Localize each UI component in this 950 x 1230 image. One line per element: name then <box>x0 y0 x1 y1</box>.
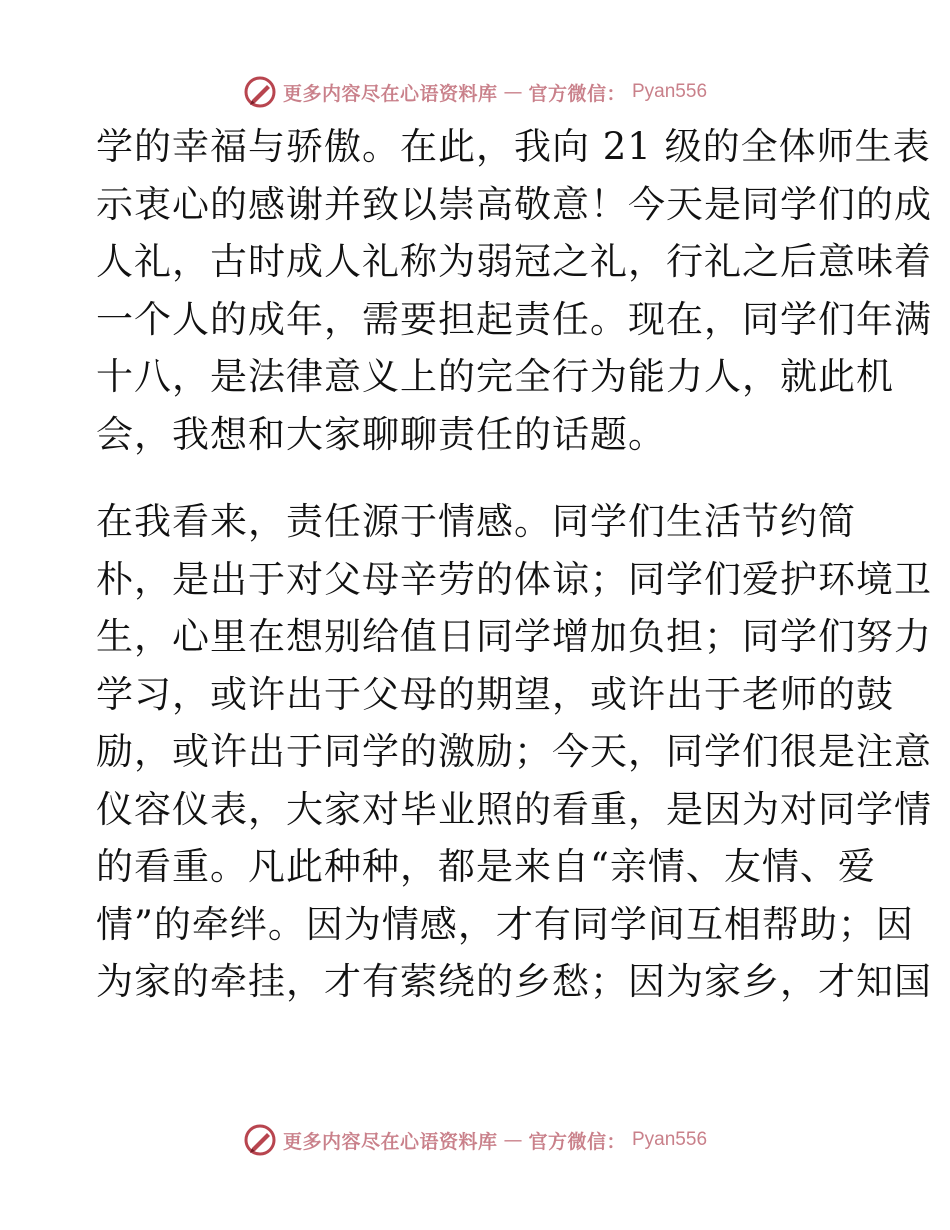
text-line: 生，心里在想别给值日同学增加负担；同学们努力 <box>96 615 932 658</box>
footer-wechat-label: 官方微信： <box>528 1130 626 1153</box>
text-line: 人礼，古时成人礼称为弱冠之礼，行礼之后意味着 <box>96 240 932 283</box>
footer-wechat-id: Pyan556 <box>632 1129 708 1150</box>
text-line: 示衷心的感谢并致以崇高敬意！今天是同学们的成 <box>96 182 932 226</box>
text-line: 仪容仪表，大家对毕业照的看重，是因为对同学情 <box>96 787 932 831</box>
text-line: 励，或许出于同学的激励；今天，同学们很是注意 <box>96 730 932 773</box>
paragraph-2 <box>96 493 932 1011</box>
text-line: 朴，是出于对父母辛劳的体谅；同学们爱护环境卫 <box>96 557 932 601</box>
header-banner <box>0 72 950 112</box>
header-banner-text: 更多内容尽在心语资料库 <box>282 82 498 105</box>
text-line: 学习，或许出于父母的期望，或许出于老师的鼓 <box>96 672 894 716</box>
document-body <box>96 118 932 1011</box>
footer-banner-text: 更多内容尽在心语资料库 <box>282 1130 498 1153</box>
pen-logo-icon <box>243 75 277 109</box>
pen-logo-icon <box>243 1123 277 1157</box>
text-line: 的看重。凡此种种，都是来自“亲情、友情、爱 <box>96 845 876 888</box>
text-line: 会，我想和大家聊聊责任的话题。 <box>96 412 666 456</box>
text-line: 情”的牵绊。因为情感，才有同学间互相帮助；因 <box>96 902 914 946</box>
text-line: 一个人的成年，需要担起责任。现在，同学们年满 <box>96 297 932 341</box>
header-banner-separator: — <box>503 81 523 103</box>
paragraph-1 <box>96 118 932 463</box>
text-line: 学的幸福与骄傲。在此，我向 21 级的全体师生表 <box>96 125 931 168</box>
text-line: 为家的牵挂，才有萦绕的乡愁；因为家乡，才知国 <box>96 960 932 1003</box>
header-wechat-label: 官方微信： <box>528 82 626 105</box>
footer-banner <box>0 1120 950 1160</box>
header-wechat-id: Pyan556 <box>632 81 708 102</box>
text-line: 在我看来，责任源于情感。同学们生活节约简 <box>96 500 856 543</box>
footer-banner-separator: — <box>503 1129 523 1151</box>
text-line: 十八，是法律意义上的完全行为能力人，就此机 <box>96 355 894 398</box>
